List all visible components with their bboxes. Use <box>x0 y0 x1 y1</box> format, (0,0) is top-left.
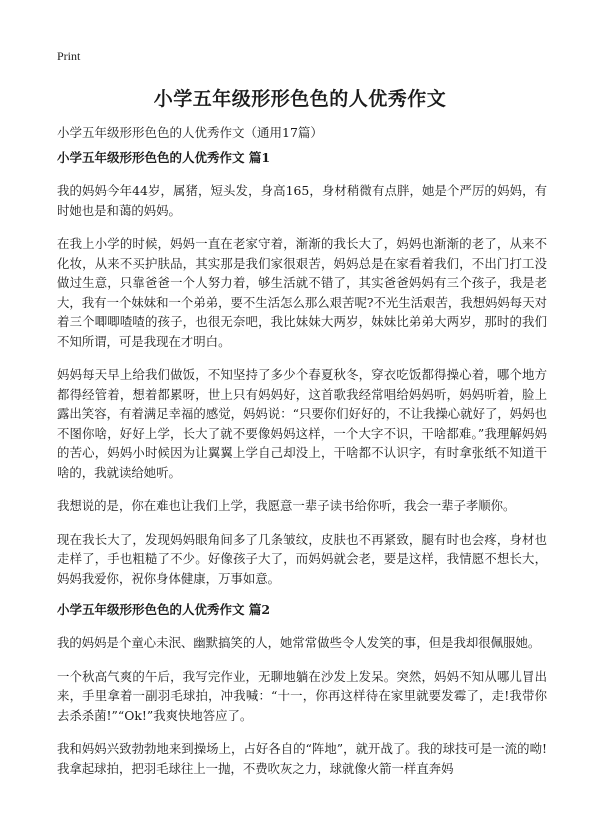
paragraph: 我和妈妈兴致勃勃地来到操场上，占好各自的“阵地”，就开战了。我的球技可是一流的呦!我拿起球拍，把羽毛球往上一抛，不费吹灰之力，球就像火箭一样直奔妈 <box>57 741 547 776</box>
paragraph: 现在我长大了，发现妈妈眼角间多了几条皱纹，皮肤也不再紧致，腿有时也会疼，身材也走样了，手也粗糙了不少。好像孩子大了，而妈妈就会老，要是这样，我情愿不想长大，妈妈我爱你，祝你身体健康，万事如意。 <box>57 531 547 586</box>
paragraph: 一个秋高气爽的午后，我写完作业，无聊地躺在沙发上发呆。突然，妈妈不知从哪儿冒出来，手里拿着一副羽毛球拍，冲我喊：“十一，你再这样待在家里就要发霉了，走!我带你去杀杀菌!”“Ok!”我爽快地答应了。 <box>57 668 547 723</box>
paragraph: 我的妈妈是个童心未泯、幽默搞笑的人，她常常做些令人发笑的事，但是我却很佩服她。 <box>57 635 541 650</box>
paragraph: 我的妈妈今年44岁，属猪，短头发，身高165，身材稍微有点胖，她是个严厉的妈妈，有时她也是和蔼的妈妈。 <box>57 183 547 218</box>
document-subtitle: 小学五年级形形色色的人优秀作文（通用17篇） <box>57 125 323 140</box>
print-link[interactable]: Print <box>57 49 81 63</box>
paragraph: 妈妈每天早上给我们做饭，不知坚持了多少个春夏秋冬，穿衣吃饭都得操心着，哪个地方都得经管着，想着都累呀，世上只有妈妈好，这首歌我经常唱给妈妈听，妈妈听着，脸上露出笑容，有着满足幸福的感觉，妈妈说：“只要你们好好的，不让我操心就好了，妈妈也不图你啥，好好上学，长大了就不要像妈妈这样，一个大字不识，干啥都难。”我理解妈妈的苦心，妈妈小时候因为让翼翼上学自己却没上，干啥都不认识字，有时拿张纸不知道干啥的，我就读给她听。 <box>57 367 547 480</box>
section-heading-1: 小学五年级形形色色的人优秀作文 篇1 <box>57 150 271 165</box>
article-body <box>57 150 547 792</box>
paragraph: 我想说的是，你在难也让我们上学，我愿意一辈子读书给你听，我会一辈子孝顺你。 <box>57 498 516 513</box>
page-title: 小学五年级形形色色的人优秀作文 <box>153 88 447 110</box>
section-heading-2: 小学五年级形形色色的人优秀作文 篇2 <box>57 602 271 617</box>
paragraph: 在我上小学的时候，妈妈一直在老家守着，渐渐的我长大了，妈妈也渐渐的老了，从来不化妆，从来不买护肤品，其实那是我们家很艰苦，妈妈总是在家看着我们，不出门打工没做过生意，只靠爸爸一个人努力着，够生活就不错了，其实爸爸妈妈有三个孩子，我是老大，我有一个妹妹和一个弟弟，要不生活怎么那么艰苦呢?不光生活艰苦，我想妈妈每天对着三个唧唧喳喳的孩子，也很无奈吧，我比妹妹大两岁，妹妹比弟弟大两岁，那时的我们不知所谓，可是我现在才明白。 <box>57 236 547 349</box>
